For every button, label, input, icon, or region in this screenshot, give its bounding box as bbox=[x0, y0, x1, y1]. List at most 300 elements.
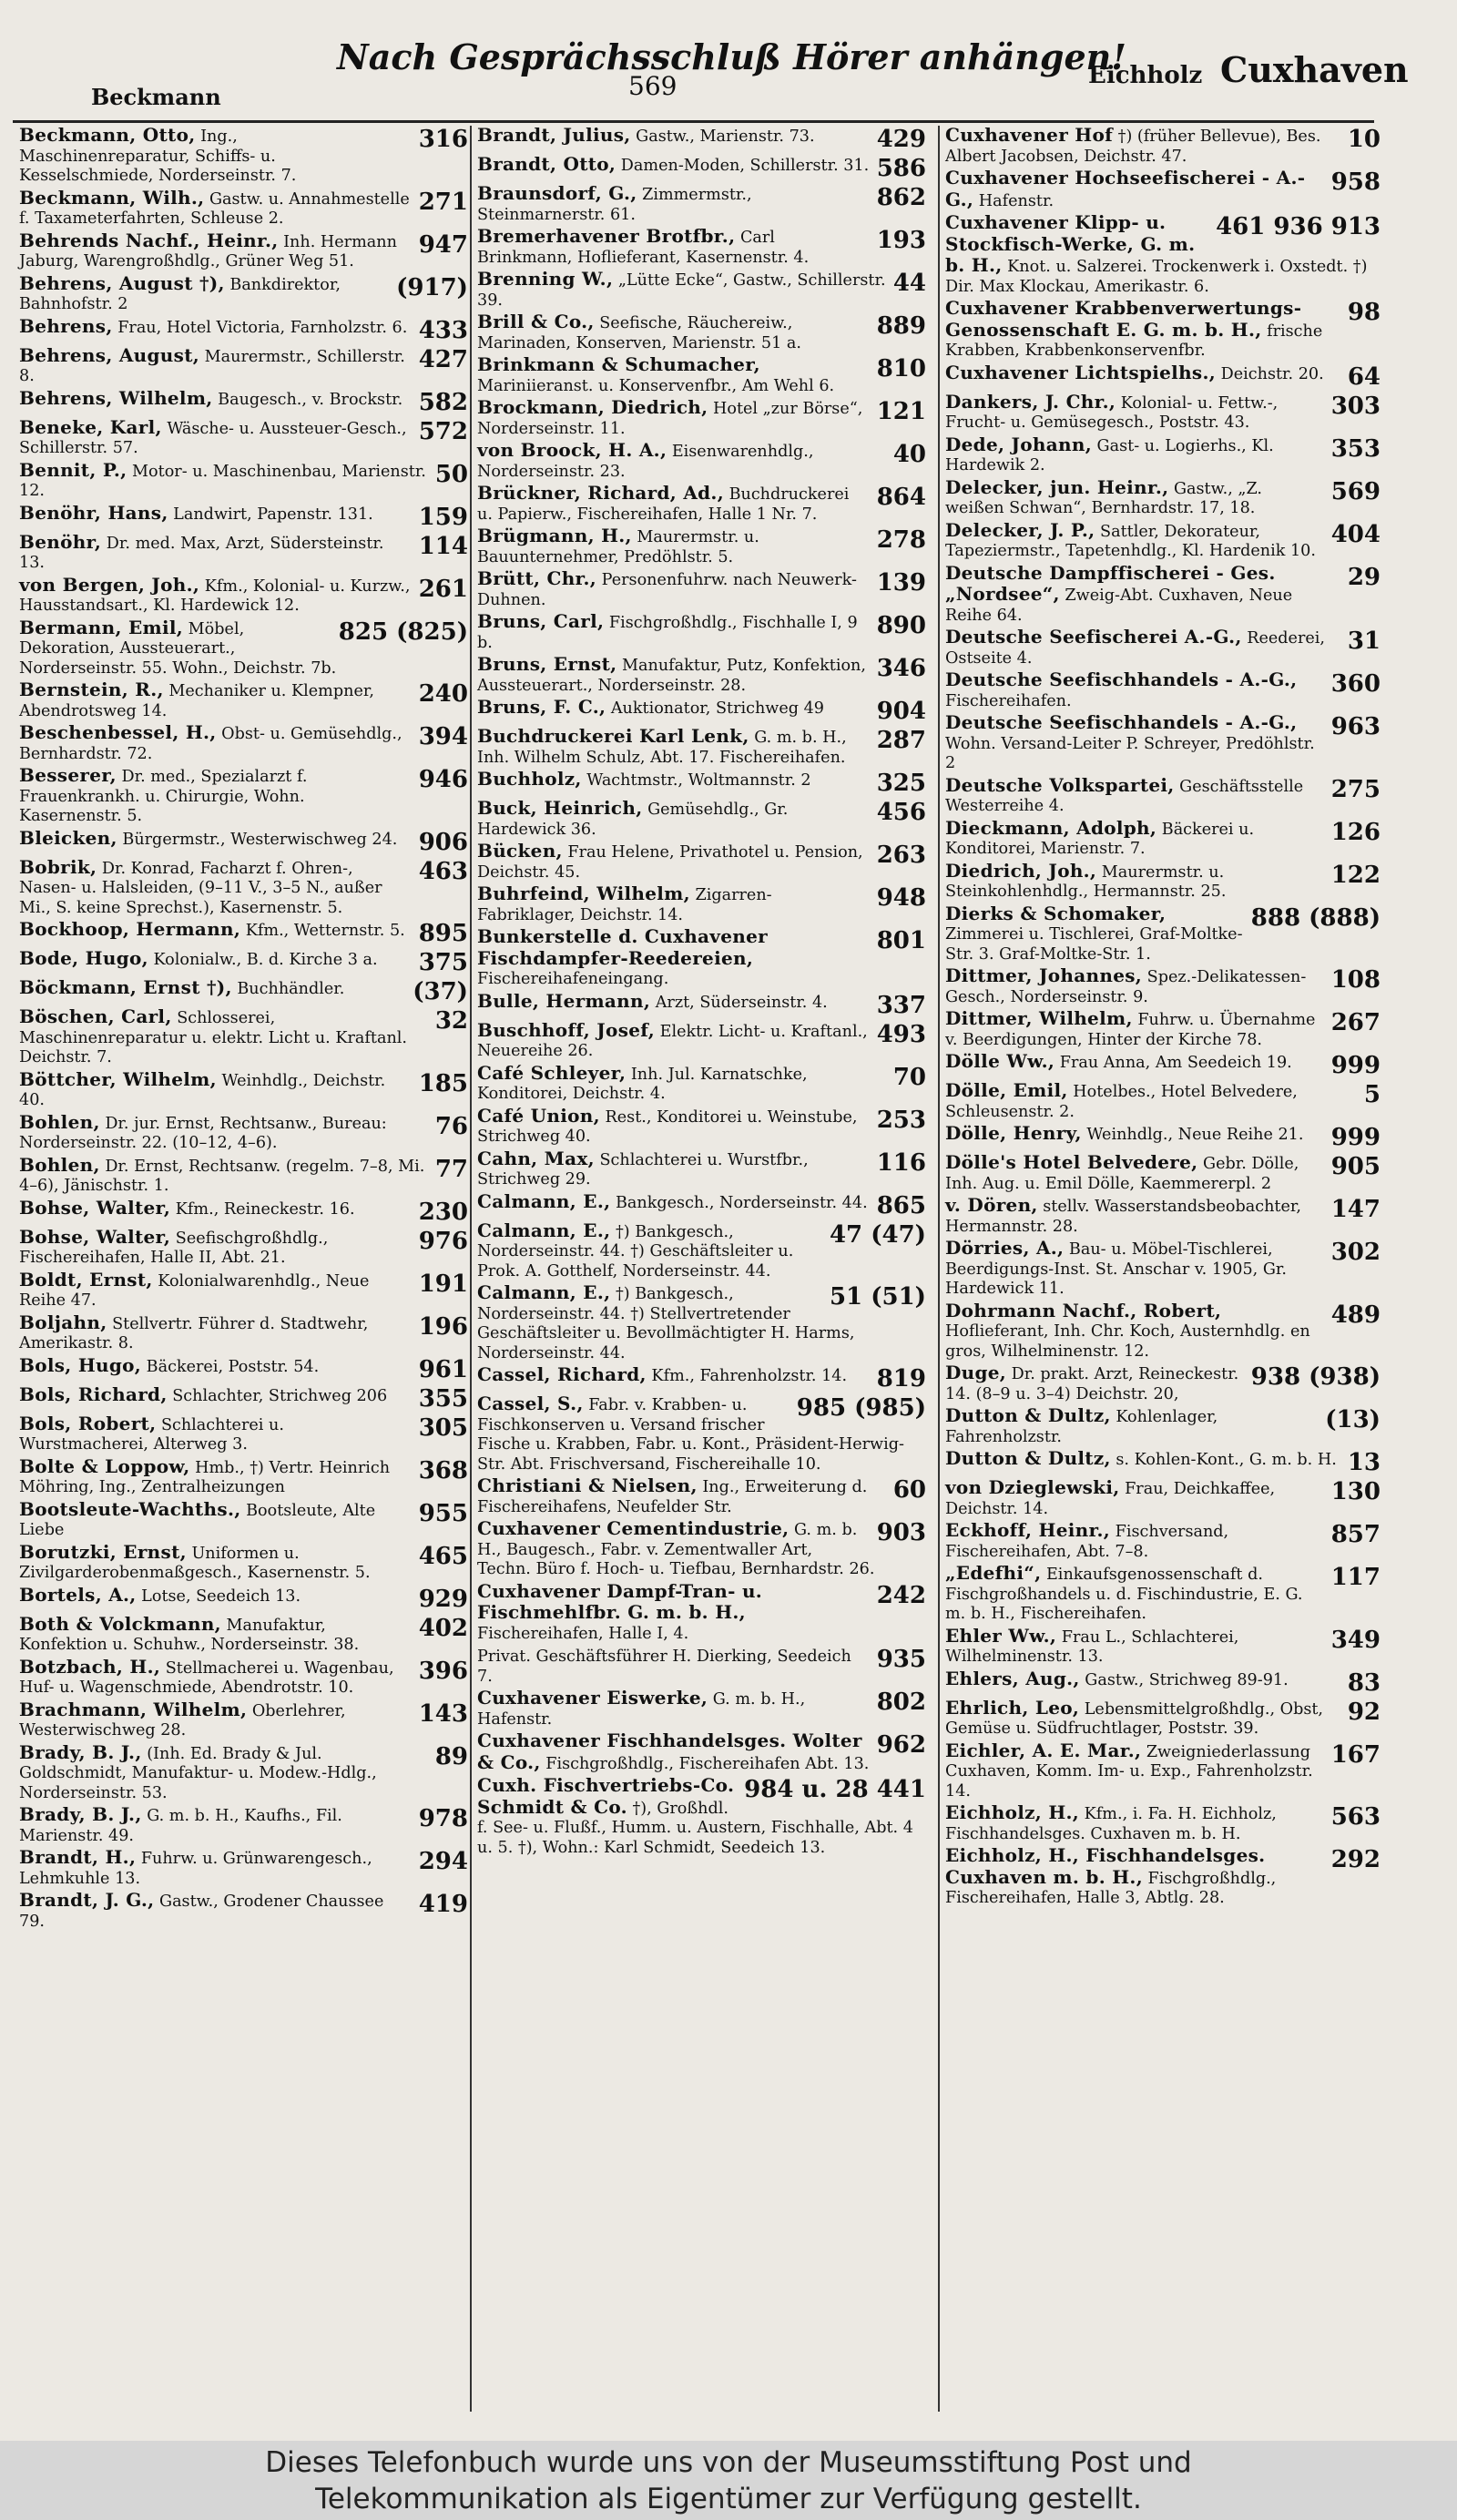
directory-entry bbox=[940, 1153, 1386, 1196]
entry-name: Cuxhavener Fischhandelsges. Wolter & Co., bbox=[477, 1731, 862, 1773]
entry-name: Dierks & Schomaker, bbox=[945, 903, 1167, 924]
phone-number: 89 bbox=[434, 1742, 468, 1770]
entry-name: Boldt, Ernst, bbox=[19, 1270, 153, 1291]
phone-number: 935 bbox=[876, 1646, 926, 1673]
entry-name: Brandt, H., bbox=[19, 1848, 137, 1868]
entry-details: G. m. b. H., Kaufhs., Fil. Marienstr. 49. bbox=[19, 1807, 342, 1845]
directory-entry bbox=[940, 776, 1386, 819]
header-notice: Nach Gesprächsschluß Hörer anhängen! bbox=[337, 36, 1126, 77]
footer-line-1: Dieses Telefonbuch wurde uns von der Museumsstiftung Post und bbox=[265, 2446, 1192, 2479]
phone-number: 303 bbox=[1330, 392, 1381, 420]
entry-name: von Bergen, Joh., bbox=[19, 575, 200, 596]
entry-details: Schlosserei, Maschinenreparatur u. elektr. Licht u. Kraftanl. Deichstr. 7. bbox=[19, 1009, 407, 1066]
phone-number: 946 bbox=[418, 766, 468, 793]
entry-details: Fabr. v. Krabben- u. Fischkonserven u. Versand frischer Fische u. Krabben, Fabr. u. Kont., Präsident-Herwig-Str. Abt. Frischversand, Fischereihalle 10. bbox=[477, 1396, 904, 1474]
entry-name: „Edefhi“, bbox=[945, 1564, 1042, 1584]
directory-entry bbox=[472, 1021, 932, 1064]
directory-entry bbox=[14, 618, 474, 681]
directory-entry bbox=[472, 1582, 932, 1647]
phone-number: 302 bbox=[1330, 1239, 1381, 1266]
phone-number: 51 (51) bbox=[829, 1283, 926, 1311]
phone-number: 865 bbox=[876, 1191, 926, 1219]
phone-number: 427 bbox=[418, 345, 468, 373]
entry-name: von Dzieglewski, bbox=[945, 1478, 1120, 1498]
entry-name: Buck, Heinrich, bbox=[477, 799, 643, 819]
entry-details: Obst- u. Gemüsehdlg., Bernhardstr. 72. bbox=[19, 725, 402, 763]
entry-name: Benöhr, bbox=[19, 532, 102, 553]
phone-number: 294 bbox=[418, 1848, 468, 1875]
entry-details: Rest., Konditorei u. Weinstube, Strichweg 40. bbox=[477, 1107, 858, 1146]
phone-number: 810 bbox=[876, 355, 926, 383]
phone-number: 70 bbox=[892, 1063, 926, 1091]
entry-name: Bohlen, bbox=[19, 1155, 100, 1176]
entry-name: Behrens, bbox=[19, 316, 113, 337]
entry-name: Bortels, A., bbox=[19, 1585, 137, 1606]
entry-name: Beckmann, Wilh., bbox=[19, 188, 205, 209]
phone-number: 402 bbox=[418, 1614, 468, 1642]
directory-entry bbox=[472, 1107, 932, 1149]
entry-details: Wäsche- u. Aussteuer-Gesch., Schillerstr. 57. bbox=[19, 419, 407, 457]
phone-number: (37) bbox=[413, 978, 468, 1005]
entry-name: Cuxhavener Dampf-Tran- u. Fischmehlfbr. G. m. b. H., bbox=[477, 1581, 763, 1623]
phone-number: 83 bbox=[1347, 1668, 1381, 1697]
directory-entry bbox=[472, 992, 932, 1021]
directory-entry bbox=[472, 1689, 932, 1731]
phone-number: 130 bbox=[1330, 1478, 1381, 1505]
entry-details: Kohlenlager, Fahrenholzstr. bbox=[945, 1408, 1218, 1446]
directory-entry bbox=[14, 533, 474, 576]
entry-name: Bruns, Ernst, bbox=[477, 655, 617, 675]
entry-name: Ehler Ww., bbox=[945, 1626, 1057, 1647]
directory-entry bbox=[940, 299, 1386, 363]
entry-details: Fischereihafen, Halle I, 4. bbox=[477, 1624, 689, 1643]
directory-entry bbox=[472, 526, 932, 569]
phone-number: 862 bbox=[876, 184, 926, 211]
entry-name: Brandt, Otto, bbox=[477, 155, 616, 175]
entry-details: Weinhdlg., Deichstr. 40. bbox=[19, 1071, 386, 1109]
phone-number: 493 bbox=[876, 1020, 926, 1048]
directory-entry bbox=[940, 627, 1386, 670]
entry-details: Gastw. u. Annahmestelle f. Taxameterfahrten, Schleuse 2. bbox=[19, 189, 410, 228]
entry-details: G. m. b. H., Inh. Wilhelm Schulz, Abt. 17. Fischereihafen. bbox=[477, 729, 847, 767]
phone-number: 947 bbox=[418, 230, 468, 259]
directory-entry bbox=[14, 274, 474, 317]
directory-entry bbox=[14, 723, 474, 766]
phone-number: 40 bbox=[892, 441, 926, 468]
entry-name: Deutsche Volkspartei, bbox=[945, 775, 1175, 796]
directory-entry bbox=[14, 766, 474, 829]
entry-details: Dr. med. Max, Arzt, Südersteinstr. 13. bbox=[19, 534, 384, 572]
phone-number: 961 bbox=[418, 1355, 468, 1383]
entry-name: Bootsleute-Wachths., bbox=[19, 1499, 241, 1520]
phone-number: 32 bbox=[434, 1007, 468, 1035]
entry-name: Dörries, A., bbox=[945, 1239, 1065, 1259]
directory-entry bbox=[940, 168, 1386, 213]
phone-number: 903 bbox=[876, 1519, 926, 1546]
directory-entry bbox=[472, 227, 932, 270]
entry-details: stellv. Wasserstandsbeobachter, Hermannstr. 28. bbox=[945, 1198, 1301, 1236]
entry-details: Zweig-Abt. Cuxhaven, Neue Reihe 64. bbox=[945, 587, 1293, 625]
phone-number: 271 bbox=[418, 188, 468, 216]
directory-entry bbox=[472, 184, 932, 227]
directory-entry bbox=[472, 1221, 932, 1284]
directory-entry bbox=[472, 1476, 932, 1519]
phone-number: 368 bbox=[418, 1456, 468, 1484]
directory-entry bbox=[14, 1586, 474, 1615]
entry-details: Frau Anna, Am Seedeich 19. bbox=[1059, 1054, 1292, 1072]
phone-number: 5 bbox=[1363, 1081, 1381, 1108]
entry-name: Dölle, Henry, bbox=[945, 1124, 1082, 1144]
phone-number: 976 bbox=[418, 1227, 468, 1255]
directory-entry bbox=[14, 231, 474, 274]
entry-details: Knot. u. Salzerei. Trockenwerk i. Oxstedt. †) Dir. Max Klockau, Amerikastr. 6. bbox=[945, 258, 1368, 296]
entry-details: Bau- u. Möbel-Tischlerei, Beerdigungs-Inst. St. Anschar v. 1905, Gr. Hardewick 11. bbox=[945, 1240, 1287, 1298]
entry-name: Bolte & Loppow, bbox=[19, 1456, 190, 1477]
entry-details: Weinhdlg., Neue Reihe 21. bbox=[1086, 1126, 1304, 1144]
directory-entry bbox=[940, 1239, 1386, 1301]
entry-details: Inh. Jul. Karnatschke, Konditorei, Deichstr. 4. bbox=[477, 1065, 808, 1103]
entry-details: Zigarren-Fabriklager, Deichstr. 14. bbox=[477, 886, 772, 924]
entry-details: Gast- u. Logierhs., Kl. Hardewik 2. bbox=[945, 436, 1274, 474]
entry-name: Brügmann, H., bbox=[477, 526, 632, 546]
entry-details: Möbel, Dekoration, Aussteuerart., Norderseinstr. 55. Wohn., Deichstr. 7b. bbox=[19, 619, 337, 678]
phone-number: (13) bbox=[1325, 1406, 1381, 1433]
entry-details: Auktionator, Strichweg 49 bbox=[610, 699, 825, 718]
entry-details: Bootsleute, Alte Liebe bbox=[19, 1501, 376, 1539]
entry-name: Bleicken, bbox=[19, 828, 117, 849]
entry-details: Zimmerei u. Tischlerei, Graf-Moltke-Str. 3. Graf-Moltke-Str. 1. bbox=[945, 925, 1243, 964]
entry-details: frische Krabben, Krabbenkonservenfbr. bbox=[945, 321, 1323, 360]
directory-entry bbox=[940, 1196, 1386, 1239]
directory-entry bbox=[472, 1283, 932, 1365]
entry-details: Spez.-Delikatessen-Gesch., Norderseinstr. 9. bbox=[945, 968, 1307, 1006]
directory-entry bbox=[472, 1064, 932, 1107]
entry-details: Stellvertr. Führer d. Stadtwehr, Amerikastr. 8. bbox=[19, 1314, 369, 1352]
phone-number: 349 bbox=[1330, 1626, 1381, 1654]
entry-details: Gastw., Grodener Chaussee 79. bbox=[19, 1893, 384, 1931]
phone-number: 121 bbox=[876, 398, 926, 425]
directory-entry bbox=[14, 1199, 474, 1228]
phone-number: 29 bbox=[1347, 563, 1381, 591]
entry-details: Manufaktur, Putz, Konfektion, Aussteuerart., Norderseinstr. 28. bbox=[477, 657, 866, 695]
entry-details: Carl Brinkmann, Hoflieferant, Kasernenstr. 4. bbox=[477, 229, 810, 267]
entry-details: Kfm., Kolonial- u. Kurzw., Hausstandsart., Kl. Hardewick 12. bbox=[19, 576, 411, 615]
entry-details: Dr. med., Spezialarzt f. Frauenkrankh. u. Chirurgie, Wohn. Kasernenstr. 5. bbox=[19, 768, 308, 825]
phone-number: 325 bbox=[876, 770, 926, 797]
directory-entry bbox=[14, 1743, 474, 1806]
entry-details: Schlachter, Strichweg 206 bbox=[172, 1386, 388, 1405]
phone-number: 185 bbox=[418, 1069, 468, 1097]
phone-number: 394 bbox=[418, 723, 468, 750]
entry-details: Gastw., „Z. weißen Schwan“, Bernhardstr. 17, 18. bbox=[945, 479, 1262, 517]
entry-name: v. Dören, bbox=[945, 1196, 1038, 1216]
entry-name: Brill & Co., bbox=[477, 312, 595, 332]
phone-number: 108 bbox=[1330, 966, 1381, 994]
entry-name: Bols, Richard, bbox=[19, 1384, 168, 1405]
directory-entry bbox=[14, 418, 474, 461]
directory-entry bbox=[940, 904, 1386, 967]
directory-entry bbox=[940, 1081, 1386, 1124]
entry-details: Fuhrw. u. Übernahme v. Beerdigungen, Hinter der Kirche 78. bbox=[945, 1011, 1316, 1049]
entry-details: Fuhrw. u. Grünwarengesch., Lehmkuhle 13. bbox=[19, 1850, 372, 1888]
entry-name: Bohlen, bbox=[19, 1112, 100, 1133]
entry-name: Behrends Nachf., Heinr., bbox=[19, 230, 279, 251]
entry-name: Eckhoff, Heinr., bbox=[945, 1521, 1111, 1541]
entry-name: Bunkerstelle d. Cuxhavener Fischdampfer-Reedereien, bbox=[477, 927, 768, 969]
entry-details: Reederei, Ostseite 4. bbox=[945, 629, 1325, 668]
phone-number: 958 bbox=[1330, 168, 1381, 196]
phone-number: 489 bbox=[1330, 1301, 1381, 1329]
phone-number: 802 bbox=[876, 1689, 926, 1716]
phone-number: 261 bbox=[418, 575, 468, 603]
entry-details: Lebensmittelgroßhdlg., Obst, Gemüse u. Südfruchtlager, Poststr. 39. bbox=[945, 1699, 1324, 1738]
entry-name: Deutsche Seefischhandels - A.-G., bbox=[945, 670, 1298, 690]
phone-number: 433 bbox=[418, 316, 468, 344]
entry-name: Bobrik, bbox=[19, 857, 97, 878]
directory-entry bbox=[472, 612, 932, 655]
entry-details: Frau Helene, Privathotel u. Pension, Deichstr. 45. bbox=[477, 843, 863, 882]
entry-details: Dr. Ernst, Rechtsanw. (regelm. 7–8, Mi. 4–6), Jänischstr. 1. bbox=[19, 1157, 425, 1195]
entry-details: Personenfuhrw. nach Neuwerk-Duhnen. bbox=[477, 571, 857, 609]
entry-name: Borutzki, Ernst, bbox=[19, 1542, 187, 1563]
phone-number: 275 bbox=[1330, 775, 1381, 803]
entry-name: Böckmann, Ernst †), bbox=[19, 978, 232, 998]
entry-name: Calmann, E., bbox=[477, 1191, 611, 1212]
entry-details: Hmb., †) Vertr. Heinrich Möhring, Ing., Zentralheizungen bbox=[19, 1458, 391, 1496]
entry-name: Café Union, bbox=[477, 1106, 600, 1127]
phone-number: 819 bbox=[876, 1365, 926, 1393]
directory-entry bbox=[14, 1356, 474, 1385]
entry-details: Buchdruckerei u. Papierw., Fischereihafen, Halle 1 Nr. 7. bbox=[477, 485, 850, 524]
entry-name: Brandt, J. G., bbox=[19, 1891, 155, 1911]
entry-details: Fischversand, Fischereihafen, Abt. 7–8. bbox=[945, 1523, 1229, 1561]
phone-number: 999 bbox=[1330, 1052, 1381, 1079]
header-rule bbox=[13, 120, 1374, 123]
phone-number: 938 (938) bbox=[1250, 1363, 1381, 1391]
directory-entry bbox=[472, 569, 932, 612]
directory-entry bbox=[472, 770, 932, 799]
entry-name: Bernstein, R., bbox=[19, 680, 164, 700]
entry-name: Bockhoop, Hermann, bbox=[19, 920, 241, 940]
directory-entry bbox=[472, 484, 932, 526]
entry-name: Cuxhavener Hof bbox=[945, 126, 1114, 146]
entry-details: „Lütte Ecke“, Gastw., Schillerstr. 39. bbox=[477, 271, 886, 310]
phone-number: 114 bbox=[418, 532, 468, 560]
entry-name: Dittmer, Johannes, bbox=[945, 966, 1143, 986]
entry-name: Delecker, jun. Heinr., bbox=[945, 477, 1169, 498]
entry-details: Privat. Geschäftsführer H. Dierking, Seedeich 7. bbox=[477, 1648, 851, 1686]
directory-entry bbox=[14, 1313, 474, 1356]
entry-details: Fischgroßhdlg., Fischereihafen Abt. 13. bbox=[545, 1754, 870, 1773]
entry-details: Sattler, Dekorateur, Tapeziermstr., Tapetenhdlg., Kl. Hardenik 10. bbox=[945, 522, 1316, 560]
phone-number: 76 bbox=[434, 1112, 468, 1140]
entry-name: Dohrmann Nachf., Robert, bbox=[945, 1301, 1222, 1321]
phone-number: 77 bbox=[434, 1155, 468, 1183]
entry-details: Frau L., Schlachterei, Wilhelminenstr. 13. bbox=[945, 1627, 1239, 1666]
entry-details: Schlachterei u. Wurstmacherei, Alterweg 3. bbox=[19, 1415, 284, 1454]
directory-entry bbox=[940, 1627, 1386, 1669]
entry-details: †) (früher Bellevue), Bes. Albert Jacobsen, Deichstr. 47. bbox=[945, 128, 1321, 166]
entry-name: Eichler, A. E. Mar., bbox=[945, 1740, 1142, 1761]
entry-name: Braunsdorf, G., bbox=[477, 184, 637, 204]
directory-entry bbox=[14, 461, 474, 504]
entry-name: Beschenbessel, H., bbox=[19, 723, 217, 743]
entry-name: Brady, B. J., bbox=[19, 1805, 142, 1825]
directory-entry bbox=[940, 126, 1386, 168]
directory-entry bbox=[472, 398, 932, 441]
directory-entry bbox=[940, 564, 1386, 628]
entry-name: Buhrfeind, Wilhelm, bbox=[477, 884, 690, 904]
entry-name: Bols, Hugo, bbox=[19, 1355, 142, 1376]
header-city: Cuxhaven bbox=[1220, 49, 1409, 90]
phone-number: 287 bbox=[876, 727, 926, 754]
entry-name: Cassel, Richard, bbox=[477, 1365, 647, 1385]
entry-details: s. Kohlen-Kont., G. m. b. H. bbox=[1116, 1451, 1337, 1469]
entry-name: Behrens, Wilhelm, bbox=[19, 388, 213, 409]
entry-details: Mechaniker u. Klempner, Abendrotsweg 14. bbox=[19, 682, 374, 720]
phone-number: 572 bbox=[418, 417, 468, 445]
entry-name: Bruns, Carl, bbox=[477, 612, 605, 632]
entry-name: Böttcher, Wilhelm, bbox=[19, 1069, 217, 1090]
phone-number: 13 bbox=[1347, 1449, 1381, 1476]
directory-entry bbox=[940, 1669, 1386, 1699]
entry-name: Bennit, P., bbox=[19, 460, 127, 481]
directory-entry bbox=[14, 576, 474, 618]
entry-details: Gebr. Dölle, Inh. Aug. u. Emil Dölle, Kaemmererpl. 2 bbox=[945, 1155, 1299, 1193]
phone-number: 582 bbox=[418, 388, 468, 416]
directory-entry bbox=[940, 1521, 1386, 1564]
phone-number: 984 u. 28 441 bbox=[744, 1776, 926, 1803]
phone-number: 263 bbox=[876, 842, 926, 869]
directory-entry bbox=[940, 1052, 1386, 1081]
entry-name: Eichholz, H., Fischhandelsges. Cuxhaven m. b. H., bbox=[945, 1846, 1266, 1888]
directory-entry bbox=[14, 1228, 474, 1270]
entry-name: Brückner, Richard, Ad., bbox=[477, 484, 724, 504]
phone-number: 396 bbox=[418, 1657, 468, 1685]
directory-entry bbox=[14, 1113, 474, 1156]
entry-details: Kolonialw., B. d. Kirche 3 a. bbox=[153, 951, 378, 969]
entry-details: Bankgesch., Norderseinstr. 44. bbox=[615, 1193, 868, 1212]
entry-name: von Broock, H. A., bbox=[477, 441, 667, 461]
phone-number: 92 bbox=[1347, 1698, 1381, 1726]
entry-name: Delecker, J. P., bbox=[945, 520, 1095, 541]
entry-details: Ing., Erweiterung d. Fischereihafens, Neufelder Str. bbox=[477, 1478, 868, 1516]
phone-number: 60 bbox=[892, 1476, 926, 1504]
directory-entry bbox=[472, 270, 932, 312]
phone-number: 242 bbox=[876, 1581, 926, 1609]
phone-number: 864 bbox=[876, 484, 926, 511]
entry-name: Café Schleyer, bbox=[477, 1063, 627, 1084]
entry-name: Behrens, August †), bbox=[19, 273, 225, 294]
directory-entry bbox=[14, 1500, 474, 1543]
phone-number: 890 bbox=[876, 612, 926, 639]
directory-entry bbox=[472, 126, 932, 155]
phone-number: 404 bbox=[1330, 520, 1381, 548]
directory-entry bbox=[14, 317, 474, 346]
entry-details: Lotse, Seedeich 13. bbox=[141, 1586, 301, 1606]
directory-entry bbox=[14, 504, 474, 533]
directory-entry bbox=[940, 670, 1386, 713]
entry-details: Hafenstr. bbox=[978, 191, 1055, 210]
entry-details: Gemüsehdlg., Gr. Hardewick 36. bbox=[477, 801, 789, 839]
directory-entry bbox=[14, 346, 474, 389]
phone-number: 267 bbox=[1330, 1009, 1381, 1036]
entry-details: Fischgroßhdlg., Fischereihafen, Halle 3, Abtlg. 28. bbox=[945, 1869, 1277, 1907]
phone-number: 825 (825) bbox=[338, 617, 468, 646]
directory-column-3 bbox=[938, 126, 1386, 2412]
entry-name: Duge, bbox=[945, 1363, 1007, 1383]
entry-name: Buchdruckerei Karl Lenk, bbox=[477, 727, 749, 747]
phone-number: 929 bbox=[418, 1585, 468, 1613]
phone-number: 240 bbox=[418, 680, 468, 708]
entry-name: Bode, Hugo, bbox=[19, 949, 148, 969]
phone-number: 305 bbox=[418, 1413, 468, 1442]
directory-entry bbox=[940, 1699, 1386, 1741]
entry-name: Dieckmann, Adolph, bbox=[945, 818, 1157, 839]
entry-name: Cuxhavener Eiswerke, bbox=[477, 1689, 708, 1709]
phone-number: 978 bbox=[418, 1805, 468, 1832]
entry-name: Cassel, S., bbox=[477, 1394, 584, 1414]
directory-entry bbox=[14, 920, 474, 949]
directory-entry bbox=[14, 189, 474, 231]
entry-details: Schlachterei u. Wurstfbr., Strichweg 29. bbox=[477, 1150, 809, 1189]
directory-entry bbox=[472, 1192, 932, 1221]
entry-name: Bruns, F. C., bbox=[477, 698, 606, 718]
phone-number: 117 bbox=[1330, 1564, 1381, 1591]
phone-number: 126 bbox=[1330, 818, 1381, 846]
directory-entry bbox=[472, 1519, 932, 1582]
directory-entry bbox=[14, 1615, 474, 1658]
entry-details: Fischgroßhdlg., Fischhalle I, 9 b. bbox=[477, 614, 858, 652]
directory-entry bbox=[940, 966, 1386, 1009]
entry-details: Dr. jur. Ernst, Rechtsanw., Bureau: Norderseinstr. 22. (10–12, 4–6). bbox=[19, 1114, 387, 1152]
phone-number: 337 bbox=[876, 991, 926, 1019]
entry-details: Bäckerei, Poststr. 54. bbox=[146, 1357, 320, 1376]
entry-details: Wohn. Versand-Leiter P. Schreyer, Predöhlstr. 2 bbox=[945, 734, 1315, 772]
entry-name: Dölle, Emil, bbox=[945, 1081, 1068, 1101]
entry-details: Bankdirektor, Bahnhofstr. 2 bbox=[19, 275, 341, 313]
entry-details: Kolonial- u. Fettw.-, Frucht- u. Gemüsegesch., Poststr. 43. bbox=[945, 393, 1279, 432]
entry-details: †) Bankgesch., Norderseinstr. 44. †) Geschäftsleiter u. Prok. A. Gotthelf, Norderseinstr. 44. bbox=[477, 1222, 794, 1280]
directory-entry bbox=[940, 819, 1386, 862]
directory-entry bbox=[14, 1891, 474, 1933]
entry-details: Zweigniederlassung Cuxhaven, Komm. Im- u. Exp., Fahrenholzstr. 14. bbox=[945, 1742, 1313, 1801]
directory-entry bbox=[472, 441, 932, 484]
directory-entry bbox=[14, 1007, 474, 1070]
entry-name: Dölle Ww., bbox=[945, 1052, 1055, 1072]
directory-entry bbox=[940, 213, 1386, 299]
entry-name: Calmann, E., bbox=[477, 1220, 611, 1241]
directory-entry bbox=[940, 1301, 1386, 1364]
entry-details: Ing., Maschinenreparatur, Schiffs- u. Kesselschmiede, Norderseinstr. 7. bbox=[19, 128, 297, 185]
directory-entry bbox=[472, 312, 932, 355]
phone-number: 904 bbox=[876, 698, 926, 725]
entry-name: Böschen, Carl, bbox=[19, 1007, 172, 1027]
phone-number: 360 bbox=[1330, 670, 1381, 698]
phone-number: 463 bbox=[418, 857, 468, 885]
entry-name: Behrens, August, bbox=[19, 345, 200, 366]
entry-name: Bücken, bbox=[477, 842, 563, 862]
entry-details: Kfm., Fahrenholzstr. 14. bbox=[651, 1367, 848, 1385]
phone-number: 44 bbox=[892, 270, 926, 297]
entry-name: Brady, B. J., bbox=[19, 1742, 142, 1763]
phone-number: 429 bbox=[876, 126, 926, 153]
phone-number: 895 bbox=[418, 920, 468, 947]
directory-entry bbox=[14, 1658, 474, 1700]
header-last-entry: Eichholz bbox=[1088, 62, 1203, 89]
entry-name: Botzbach, H., bbox=[19, 1657, 161, 1678]
phone-number: 64 bbox=[1347, 362, 1381, 391]
